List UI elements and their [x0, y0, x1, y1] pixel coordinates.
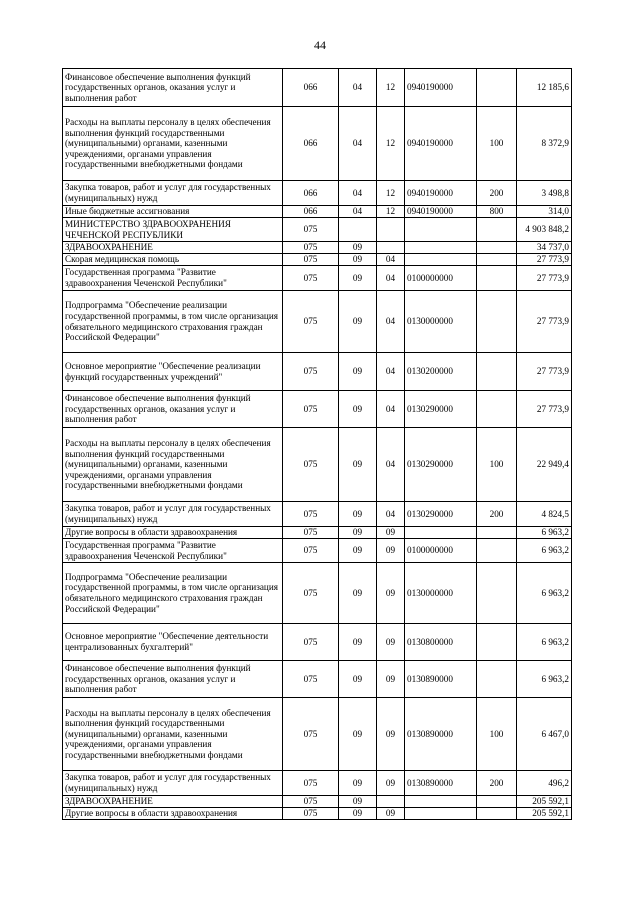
target-article-code: 0130290000	[405, 502, 477, 527]
target-article-code: 0100000000	[405, 266, 477, 291]
table-row	[63, 539, 572, 563]
amount: 27 773,9	[517, 391, 572, 428]
row-name: Расходы на выплаты персоналу в целях обеспечения выполнения функций государственными (муниципальными) органами, казенными учреждениями, органами управления государственными внебюджетными фондами	[63, 107, 283, 181]
expense-type-code	[477, 563, 517, 624]
ministry-code: 075	[283, 391, 339, 428]
section-code: 09	[339, 698, 377, 771]
ministry-code: 075	[283, 428, 339, 502]
target-article-code: 0100000000	[405, 539, 477, 563]
target-article-code: 0130890000	[405, 661, 477, 698]
amount: 22 949,4	[517, 428, 572, 502]
amount: 6 963,2	[517, 527, 572, 539]
row-name: Финансовое обеспечение выполнения функций государственных органов, оказания услуг и выполнения работ	[63, 391, 283, 428]
table-row	[63, 107, 572, 181]
table-row	[63, 69, 572, 107]
row-name: Закупка товаров, работ и услуг для государственных (муниципальных) нужд	[63, 181, 283, 206]
target-article-code: 0130000000	[405, 563, 477, 624]
table-row	[63, 353, 572, 391]
table-row	[63, 391, 572, 428]
expense-type-code: 100	[477, 107, 517, 181]
section-code: 09	[339, 254, 377, 266]
table-row	[63, 771, 572, 796]
amount: 205 592,1	[517, 808, 572, 820]
table-row	[63, 808, 572, 820]
expense-type-code	[477, 69, 517, 107]
amount: 6 963,2	[517, 539, 572, 563]
subsection-code: 04	[377, 502, 405, 527]
row-name: ЗДРАВООХРАНЕНИЕ	[63, 242, 283, 254]
section-code: 09	[339, 266, 377, 291]
target-article-code	[405, 218, 477, 242]
expense-type-code	[477, 391, 517, 428]
table-row	[63, 624, 572, 661]
section-code: 09	[339, 527, 377, 539]
expense-type-code	[477, 242, 517, 254]
row-name: Государственная программа "Развитие здравоохранения Чеченской Республики"	[63, 539, 283, 563]
subsection-code	[377, 242, 405, 254]
amount: 27 773,9	[517, 353, 572, 391]
subsection-code	[377, 218, 405, 242]
ministry-code: 066	[283, 69, 339, 107]
table-row	[63, 254, 572, 266]
page-number: 44	[314, 38, 326, 52]
table-row	[63, 698, 572, 771]
amount: 6 963,2	[517, 661, 572, 698]
amount: 27 773,9	[517, 291, 572, 353]
row-name: Иные бюджетные ассигнования	[63, 206, 283, 218]
expense-type-code	[477, 353, 517, 391]
ministry-code: 075	[283, 563, 339, 624]
expense-type-code	[477, 218, 517, 242]
subsection-code: 12	[377, 107, 405, 181]
subsection-code: 12	[377, 181, 405, 206]
table-row	[63, 242, 572, 254]
target-article-code: 0130800000	[405, 624, 477, 661]
amount: 34 737,0	[517, 242, 572, 254]
target-article-code: 0130290000	[405, 391, 477, 428]
target-article-code: 0940190000	[405, 206, 477, 218]
expense-type-code	[477, 527, 517, 539]
target-article-code	[405, 527, 477, 539]
target-article-code: 0130200000	[405, 353, 477, 391]
subsection-code: 04	[377, 428, 405, 502]
amount: 6 467,0	[517, 698, 572, 771]
section-code: 09	[339, 502, 377, 527]
subsection-code: 09	[377, 527, 405, 539]
subsection-code: 09	[377, 539, 405, 563]
expense-type-code: 200	[477, 502, 517, 527]
expense-type-code	[477, 291, 517, 353]
budget-table	[62, 68, 572, 820]
subsection-code: 12	[377, 206, 405, 218]
ministry-code: 075	[283, 254, 339, 266]
row-name: Другие вопросы в области здравоохранения	[63, 808, 283, 820]
amount: 4 824,5	[517, 502, 572, 527]
row-name: Финансовое обеспечение выполнения функций государственных органов, оказания услуг и выполнения работ	[63, 69, 283, 107]
target-article-code: 0130000000	[405, 291, 477, 353]
section-code: 09	[339, 624, 377, 661]
amount: 6 963,2	[517, 563, 572, 624]
subsection-code: 09	[377, 563, 405, 624]
target-article-code: 0130890000	[405, 698, 477, 771]
section-code: 09	[339, 539, 377, 563]
ministry-code: 075	[283, 291, 339, 353]
ministry-code: 075	[283, 266, 339, 291]
subsection-code: 04	[377, 291, 405, 353]
row-name: Подпрограмма "Обеспечение реализации государственной программы, в том числе организация обязательного медицинского страхования граждан Российской Федерации"	[63, 291, 283, 353]
amount: 314,0	[517, 206, 572, 218]
expense-type-code	[477, 254, 517, 266]
table-row	[63, 218, 572, 242]
target-article-code: 0940190000	[405, 107, 477, 181]
section-code: 09	[339, 661, 377, 698]
expense-type-code: 200	[477, 771, 517, 796]
row-name: МИНИСТЕРСТВО ЗДРАВООХРАНЕНИЯ ЧЕЧЕНСКОЙ РЕСПУБЛИКИ	[63, 218, 283, 242]
section-code: 04	[339, 69, 377, 107]
subsection-code: 09	[377, 771, 405, 796]
expense-type-code: 100	[477, 698, 517, 771]
table-row	[63, 563, 572, 624]
amount: 6 963,2	[517, 624, 572, 661]
subsection-code: 04	[377, 254, 405, 266]
amount: 8 372,9	[517, 107, 572, 181]
target-article-code	[405, 808, 477, 820]
ministry-code: 075	[283, 527, 339, 539]
table-row	[63, 206, 572, 218]
expense-type-code: 800	[477, 206, 517, 218]
row-name: Основное мероприятие "Обеспечение реализации функций государственных учреждений"	[63, 353, 283, 391]
table-row	[63, 291, 572, 353]
expense-type-code: 200	[477, 181, 517, 206]
section-code: 09	[339, 771, 377, 796]
table-row	[63, 527, 572, 539]
table-row	[63, 661, 572, 698]
target-article-code: 0130890000	[405, 771, 477, 796]
ministry-code: 075	[283, 242, 339, 254]
table-row	[63, 796, 572, 808]
ministry-code: 075	[283, 661, 339, 698]
ministry-code: 075	[283, 698, 339, 771]
amount: 496,2	[517, 771, 572, 796]
expense-type-code	[477, 796, 517, 808]
amount: 3 498,8	[517, 181, 572, 206]
section-code: 09	[339, 428, 377, 502]
row-name: Расходы на выплаты персоналу в целях обеспечения выполнения функций государственными (муниципальными) органами, казенными учреждениями, органами управления государственными внебюджетными фондами	[63, 698, 283, 771]
ministry-code: 066	[283, 206, 339, 218]
row-name: Государственная программа "Развитие здравоохранения Чеченской Республики"	[63, 266, 283, 291]
table-row	[63, 428, 572, 502]
target-article-code: 0940190000	[405, 69, 477, 107]
subsection-code: 04	[377, 266, 405, 291]
amount: 12 185,6	[517, 69, 572, 107]
expense-type-code	[477, 808, 517, 820]
section-code: 09	[339, 796, 377, 808]
expense-type-code: 100	[477, 428, 517, 502]
subsection-code: 09	[377, 808, 405, 820]
amount: 205 592,1	[517, 796, 572, 808]
row-name: Закупка товаров, работ и услуг для государственных (муниципальных) нужд	[63, 771, 283, 796]
ministry-code: 066	[283, 107, 339, 181]
row-name: Расходы на выплаты персоналу в целях обеспечения выполнения функций государственными (муниципальными) органами, казенными учреждениями, органами управления государственными внебюджетными фондами	[63, 428, 283, 502]
ministry-code: 066	[283, 181, 339, 206]
ministry-code: 075	[283, 808, 339, 820]
expense-type-code	[477, 661, 517, 698]
target-article-code: 0130290000	[405, 428, 477, 502]
expense-type-code	[477, 624, 517, 661]
section-code: 09	[339, 242, 377, 254]
ministry-code: 075	[283, 796, 339, 808]
table-body	[63, 69, 572, 820]
ministry-code: 075	[283, 624, 339, 661]
target-article-code: 0940190000	[405, 181, 477, 206]
table-row	[63, 181, 572, 206]
subsection-code: 12	[377, 69, 405, 107]
ministry-code: 075	[283, 218, 339, 242]
expense-type-code	[477, 539, 517, 563]
section-code: 09	[339, 391, 377, 428]
section-code: 04	[339, 206, 377, 218]
ministry-code: 075	[283, 502, 339, 527]
target-article-code	[405, 254, 477, 266]
expense-type-code	[477, 266, 517, 291]
amount: 27 773,9	[517, 266, 572, 291]
subsection-code	[377, 796, 405, 808]
section-code	[339, 218, 377, 242]
subsection-code: 09	[377, 661, 405, 698]
row-name: Другие вопросы в области здравоохранения	[63, 527, 283, 539]
ministry-code: 075	[283, 353, 339, 391]
amount: 4 903 848,2	[517, 218, 572, 242]
section-code: 09	[339, 563, 377, 624]
section-code: 09	[339, 291, 377, 353]
row-name: ЗДРАВООХРАНЕНИЕ	[63, 796, 283, 808]
section-code: 04	[339, 107, 377, 181]
target-article-code	[405, 796, 477, 808]
ministry-code: 075	[283, 539, 339, 563]
subsection-code: 04	[377, 353, 405, 391]
table-row	[63, 266, 572, 291]
section-code: 09	[339, 808, 377, 820]
ministry-code: 075	[283, 771, 339, 796]
row-name: Финансовое обеспечение выполнения функций государственных органов, оказания услуг и выполнения работ	[63, 661, 283, 698]
row-name: Подпрограмма "Обеспечение реализации государственной программы, в том числе организация обязательного медицинского страхования граждан Российской Федерации"	[63, 563, 283, 624]
row-name: Основное мероприятие "Обеспечение деятельности централизованных бухгалтерий"	[63, 624, 283, 661]
subsection-code: 04	[377, 391, 405, 428]
subsection-code: 09	[377, 624, 405, 661]
row-name: Скорая медицинская помощь	[63, 254, 283, 266]
section-code: 09	[339, 353, 377, 391]
subsection-code: 09	[377, 698, 405, 771]
section-code: 04	[339, 181, 377, 206]
table-row	[63, 502, 572, 527]
row-name: Закупка товаров, работ и услуг для государственных (муниципальных) нужд	[63, 502, 283, 527]
target-article-code	[405, 242, 477, 254]
amount: 27 773,9	[517, 254, 572, 266]
